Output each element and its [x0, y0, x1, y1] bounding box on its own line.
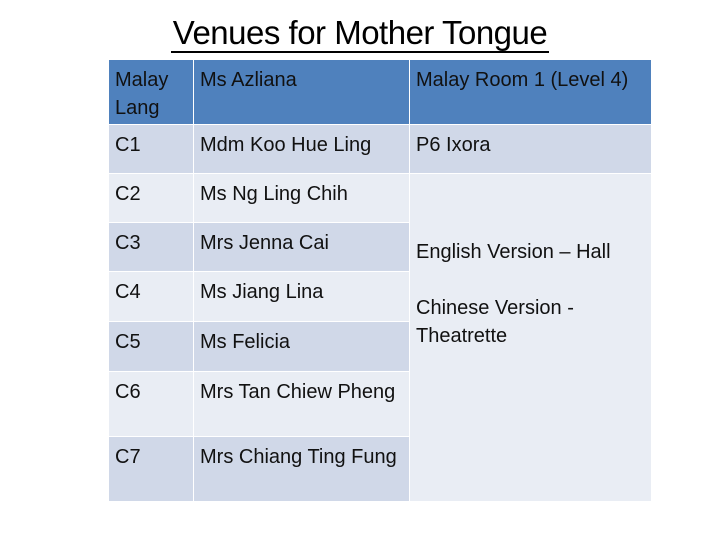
english-venue: English Version – Hall [416, 241, 611, 263]
class-cell: C1 [109, 125, 194, 174]
teacher-cell: Mdm Koo Hue Ling [194, 125, 410, 174]
teacher-cell: Mrs Chiang Ting Fung [194, 437, 410, 502]
table-header-row [109, 60, 652, 125]
class-cell: C4 [109, 272, 194, 322]
class-cell: C7 [109, 437, 194, 502]
teacher-cell: Mrs Jenna Cai [194, 223, 410, 272]
venues-table [108, 59, 652, 502]
table-row [109, 174, 652, 223]
teacher-cell: Mrs Tan Chiew Pheng [194, 372, 410, 437]
header-class: Malay Lang [109, 60, 194, 125]
chinese-venue: Chinese Version - Theatrette [416, 297, 574, 347]
teacher-cell: Ms Jiang Lina [194, 272, 410, 322]
venue-cell: P6 Ixora [410, 125, 652, 174]
page-title: Venues for Mother Tongue [172, 14, 548, 51]
class-cell: C2 [109, 174, 194, 223]
table-row [109, 125, 652, 174]
header-venue: Malay Room 1 (Level 4) [410, 60, 652, 125]
class-cell: C5 [109, 322, 194, 372]
header-teacher: Ms Azliana [194, 60, 410, 125]
class-cell: C3 [109, 223, 194, 272]
teacher-cell: Ms Ng Ling Chih [194, 174, 410, 223]
class-cell: C6 [109, 372, 194, 437]
merged-venue-cell [410, 174, 652, 502]
teacher-cell: Ms Felicia [194, 322, 410, 372]
